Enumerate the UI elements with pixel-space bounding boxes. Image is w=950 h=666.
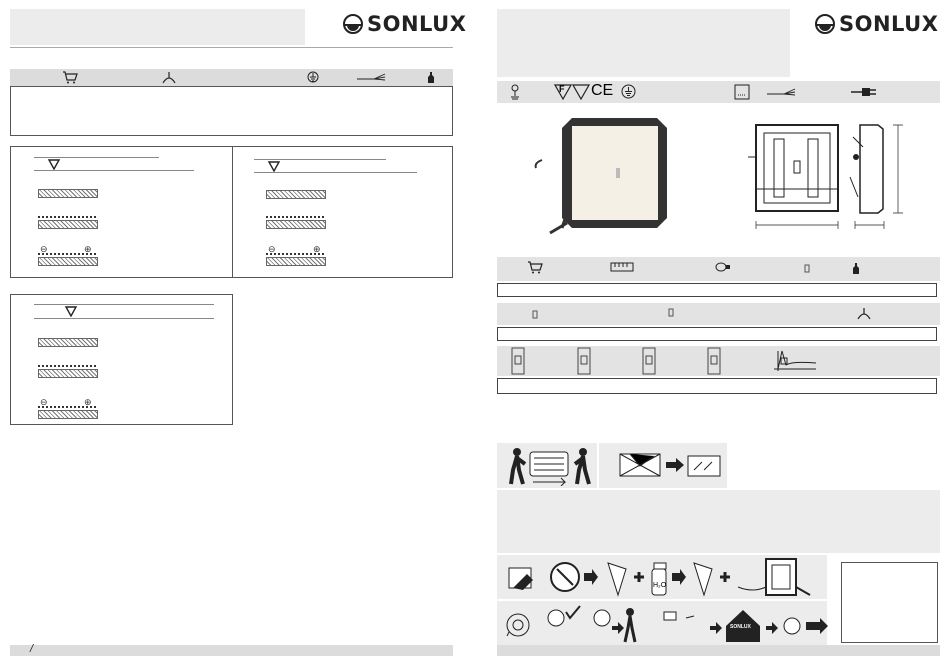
triangle-icon [64,305,78,317]
divider-line [34,304,214,305]
spec-strip-2 [497,303,940,325]
bottle-icon [427,71,435,84]
left-brand-logo [343,12,466,36]
surface-rough-top [266,216,324,223]
storage-sequence-icon [540,604,830,644]
sonlux-logo-icon [343,14,363,34]
minus-icon: ⊖ [40,244,48,254]
triangle-icon [47,158,61,170]
ruler-icon [610,262,634,272]
bulb-icon [714,262,732,272]
spec-value-row-3 [497,378,937,394]
surface-flat [266,190,326,199]
left-text-panel [10,86,453,136]
two-person-carry-icon [505,446,595,486]
left-footer-bar [10,645,453,656]
left-header-rule [10,47,453,48]
brand-name: SONLUX [367,12,467,36]
contact-box [841,562,938,643]
antenna-icon [162,71,176,84]
maintenance-text-panel [497,490,940,553]
right-footer-bar [497,645,940,656]
breaker-icon [642,347,656,375]
lamp-icon [734,84,750,100]
breaker-icon [511,347,525,375]
dimension-drawing [738,117,913,237]
bottle-icon [852,262,860,275]
minus-icon: ⊖ [40,397,48,407]
spec-value-row-2 [497,327,937,341]
surface-rough-top [38,365,96,372]
inrush-curve-icon [772,349,818,373]
ip-icon [509,84,521,100]
antenna-icon [857,307,871,320]
h2o-label: H₂O [653,582,667,589]
sonlux-logo-icon [815,14,835,34]
spec-value-row-1 [497,283,937,297]
broken-glass-icon [614,450,724,480]
wire-icon [356,72,386,82]
cable-reel-icon [505,612,531,638]
house-brand-label: SONLUX [730,624,751,630]
triangle-icon [267,160,281,172]
breaker-icon [577,347,591,375]
surface-flat [38,189,98,198]
right-header-gray-box [497,9,790,77]
hand-wipe-icon [505,562,535,592]
plus-icon: ⊕ [313,244,321,254]
cart-icon [62,71,78,84]
earth-icon [307,71,319,83]
plug-icon [850,86,878,98]
plus-icon: ⊕ [84,244,92,254]
footer-separator: / [30,643,34,655]
plus-icon: ⊕ [84,397,92,407]
earth-icon [621,84,636,99]
right-brand-logo [815,12,938,36]
wire-icon [766,87,796,97]
divider-line [34,318,214,319]
triangle-icon [572,84,590,100]
surface-flat [38,338,98,347]
ce-mark-icon: CE [591,82,614,99]
bottle-small-icon [804,264,810,273]
cleaning-sequence-icon [548,557,828,599]
minus-icon: ⊖ [268,244,276,254]
bottle-small-icon [668,308,674,317]
divider-line [34,170,194,171]
f-mark-label: F [559,84,565,94]
cart-icon [527,261,543,274]
divider-line [254,159,386,160]
bottle-small-icon [532,310,538,319]
divider-line [34,157,159,158]
left-header-gray-box [10,9,305,45]
divider-line [254,172,417,173]
brand-name: SONLUX [839,12,939,36]
floodlight-photo [532,113,682,238]
surface-rough-top [38,216,96,223]
breaker-icon [707,347,721,375]
